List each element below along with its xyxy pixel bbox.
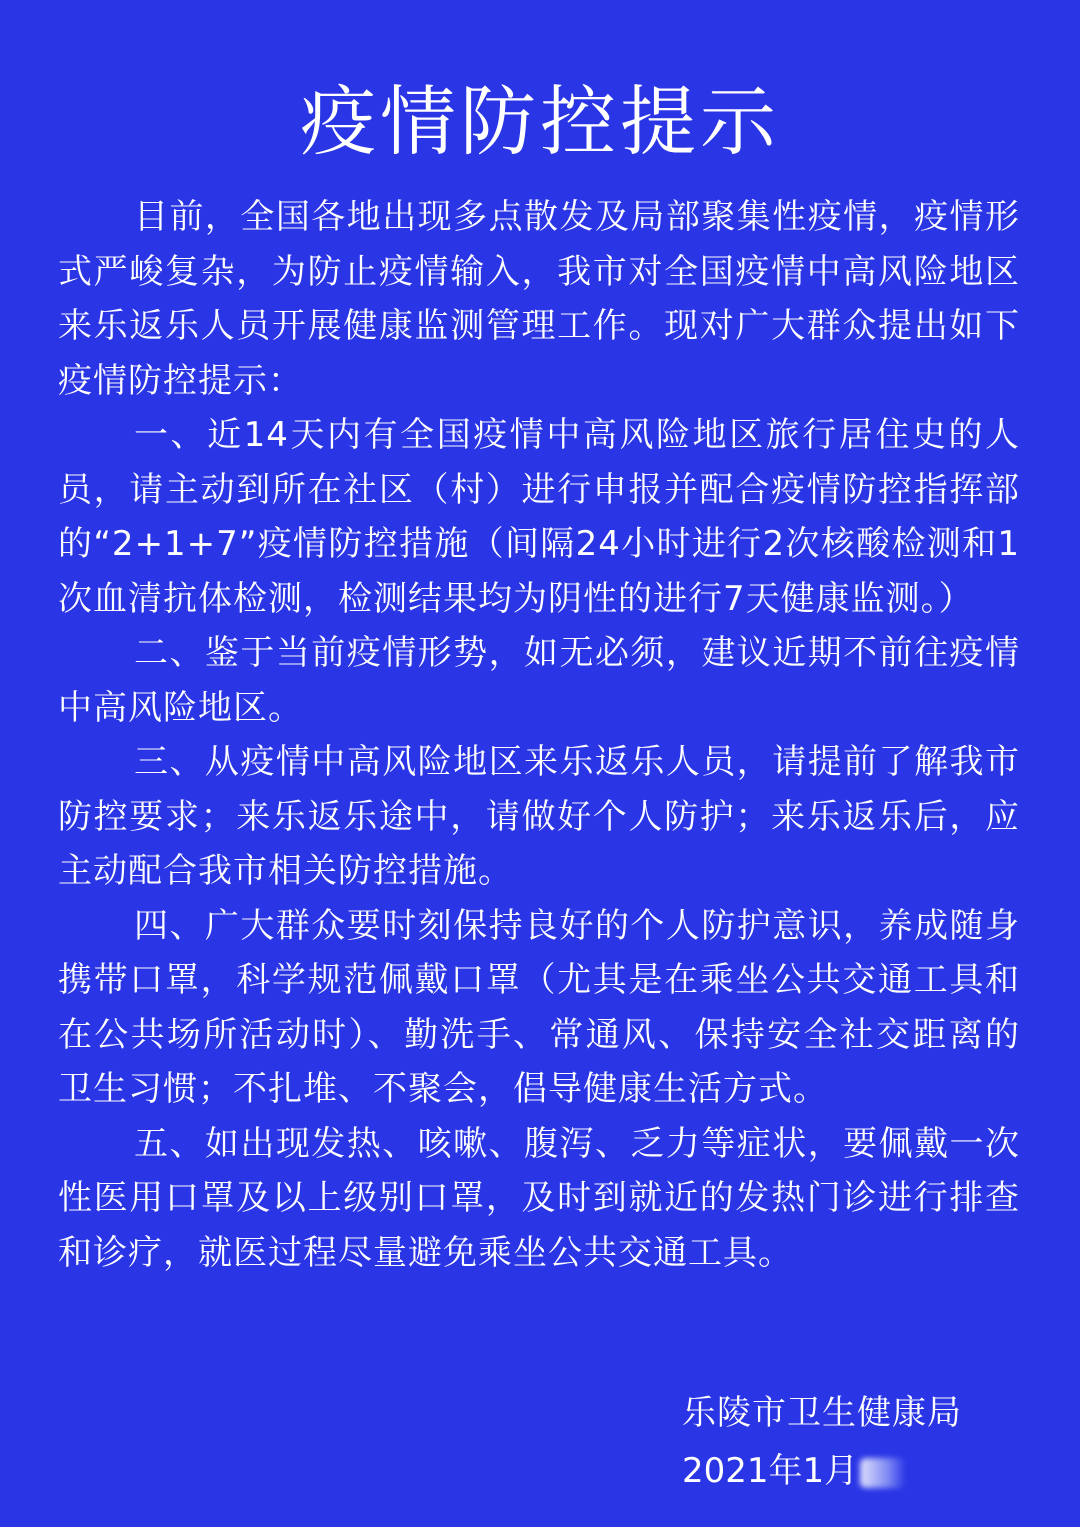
signature-block (672, 1387, 972, 1497)
item-three-paragraph: 三、从疫情中高风险地区来乐返乐人员，请提前了解我市防控要求；来乐返乐途中，请做好个人防护；来乐返乐后，应主动配合我市相关防控措施。 (58, 742, 1020, 891)
item-two-paragraph: 二、鉴于当前疫情形势，如无必须，建议近期不前往疫情中高风险地区。 (58, 633, 1020, 728)
issuing-organization: 乐陵市卫生健康局 (682, 1393, 962, 1433)
issue-date-line (672, 1445, 972, 1497)
issue-date: 2021年1月 (682, 1451, 859, 1491)
obscured-date-mark (860, 1458, 906, 1488)
notice-body (58, 190, 1020, 1280)
item-five-paragraph: 五、如出现发热、咳嗽、腹泻、乏力等症状，要佩戴一次性医用口罩及以上级别口罩，及时到就近的发热门诊进行排查和诊疗，就医过程尽量避免乘坐公共交通工具。 (58, 1123, 1020, 1273)
item-four-paragraph: 四、广大群众要时刻保持良好的个人防护意识，养成随身携带口罩，科学规范佩戴口罩（尤其是在乘坐公共交通工具和在公共场所活动时）、勤洗手、常通风、保持安全社交距离的卫生习惯；不扎堆、不聚会，倡导健康生活方式。 (58, 905, 1020, 1109)
notice-title: 疫情防控提示 (300, 77, 780, 166)
intro-paragraph: 目前，全国各地出现多点散发及局部聚集性疫情，疫情形式严峻复杂，为防止疫情输入，我市对全国疫情中高风险地区来乐返乐人员开展健康监测管理工作。现对广大群众提出如下疫情防控提示： (58, 197, 1020, 401)
item-one-paragraph: 一、近14天内有全国疫情中高风险地区旅行居住史的人员，请主动到所在社区（村）进行申报并配合疫情防控指挥部的“2+1+7”疫情防控措施（间隔24小时进行2次核酸检测和1次血清抗体检测，检测结果均为阴性的进行7天健康监测。） (58, 415, 1020, 619)
